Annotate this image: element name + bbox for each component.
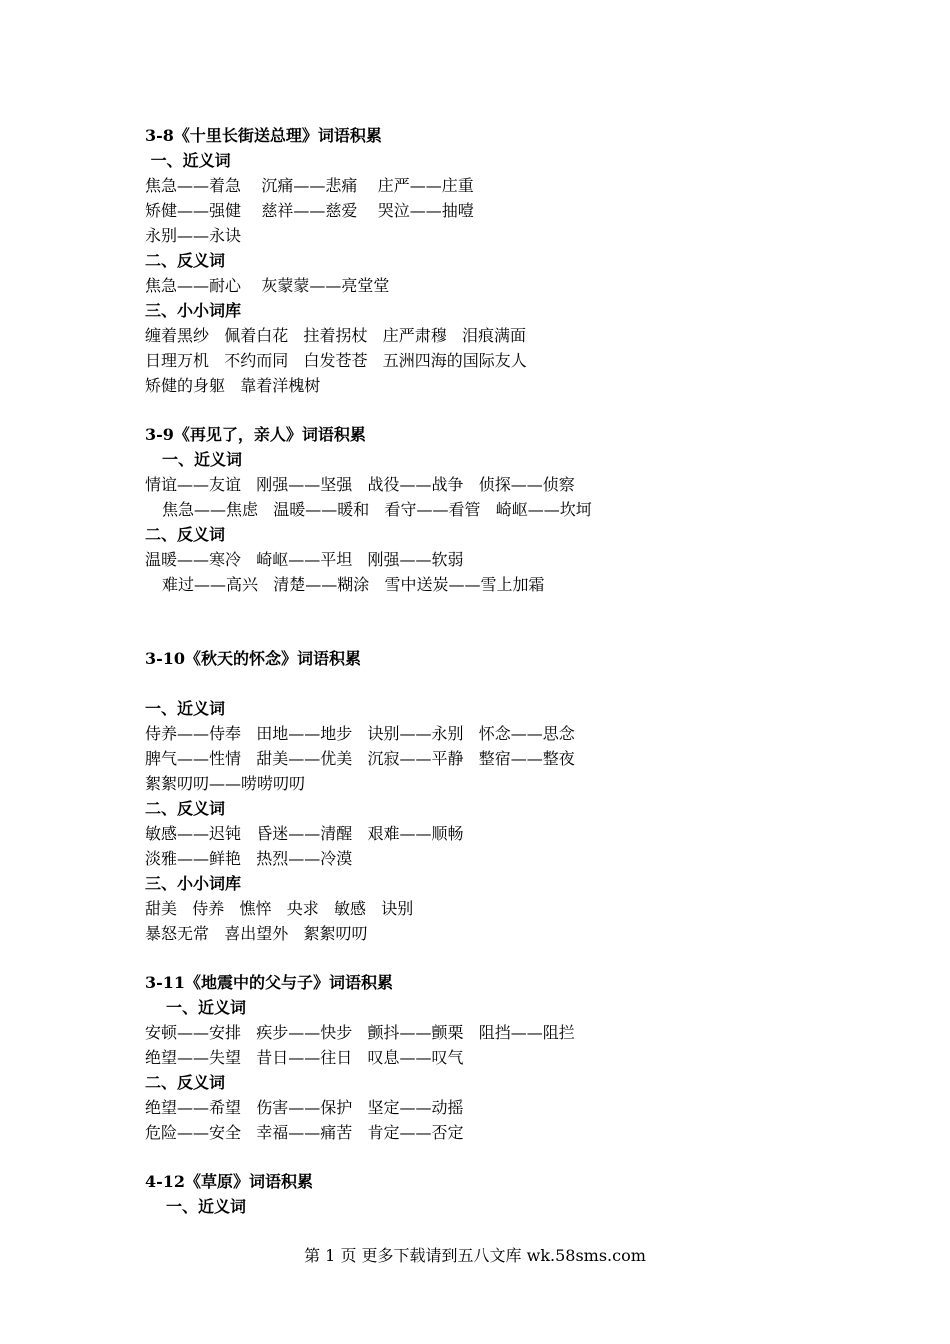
word-line: 暴怒无常 喜出望外 絮絮叨叨 bbox=[145, 924, 368, 943]
section-title: 4-12《草原》词语积累 bbox=[145, 1172, 314, 1191]
word-line: 甜美 侍养 憔悴 央求 敏感 诀别 bbox=[145, 899, 414, 918]
word-line: 淡雅——鲜艳 热烈——冷漠 bbox=[145, 849, 353, 868]
word-line: 焦急——着急 沉痛——悲痛 庄严——庄重 bbox=[145, 176, 474, 195]
word-line: 矫健的身躯 靠着洋槐树 bbox=[145, 376, 321, 395]
subsection-heading: 一、近义词 bbox=[145, 699, 226, 718]
word-line: 永别——永诀 bbox=[145, 226, 242, 245]
subsection-heading: 二、反义词 bbox=[145, 1073, 226, 1092]
subsection-heading: 一、近义词 bbox=[166, 1197, 247, 1216]
subsection-heading: 二、反义词 bbox=[145, 525, 226, 544]
section-title: 3-8《十里长街送总理》词语积累 bbox=[145, 126, 382, 145]
subsection-heading: 一、近义词 bbox=[166, 998, 247, 1017]
subsection-heading: 一、近义词 bbox=[145, 151, 231, 170]
section-title: 3-11《地震中的父与子》词语积累 bbox=[145, 973, 394, 992]
word-line: 绝望——失望 昔日——往日 叹息——叹气 bbox=[145, 1048, 464, 1067]
word-line: 脾气——性情 甜美——优美 沉寂——平静 整宿——整夜 bbox=[145, 749, 575, 768]
word-line: 危险——安全 幸福——痛苦 肯定——否定 bbox=[145, 1123, 464, 1142]
word-line: 温暖——寒冷 崎岖——平坦 刚强——软弱 bbox=[145, 550, 464, 569]
section-title: 3-9《再见了，亲人》词语积累 bbox=[145, 425, 366, 444]
subsection-heading: 二、反义词 bbox=[145, 799, 226, 818]
word-line: 安顿——安排 疾步——快步 颤抖——颤栗 阻挡——阻拦 bbox=[145, 1023, 575, 1042]
subsection-heading: 三、小小词库 bbox=[145, 301, 242, 320]
word-line: 日理万机 不约而同 白发苍苍 五洲四海的国际友人 bbox=[145, 351, 527, 370]
subsection-heading: 一、近义词 bbox=[162, 450, 243, 469]
word-line: 絮絮叨叨——唠唠叨叨 bbox=[145, 774, 306, 793]
word-line: 焦急——耐心 灰蒙蒙——亮堂堂 bbox=[145, 276, 390, 295]
word-line: 难过——高兴 清楚——糊涂 雪中送炭——雪上加霜 bbox=[162, 575, 545, 594]
page-footer: 第 1 页 更多下载请到五八文库 wk.58sms.com bbox=[304, 1246, 646, 1265]
subsection-heading: 二、反义词 bbox=[145, 251, 226, 270]
word-line: 缠着黑纱 佩着白花 拄着拐杖 庄严肃穆 泪痕满面 bbox=[145, 326, 527, 345]
word-line: 绝望——希望 伤害——保护 坚定——动摇 bbox=[145, 1098, 464, 1117]
word-line: 焦急——焦虑 温暖——暖和 看守——看管 崎岖——坎坷 bbox=[162, 500, 592, 519]
word-line: 敏感——迟钝 昏迷——清醒 艰难——顺畅 bbox=[145, 824, 464, 843]
subsection-heading: 三、小小词库 bbox=[145, 874, 242, 893]
word-line: 矫健——强健 慈祥——慈爱 哭泣——抽噎 bbox=[145, 201, 474, 220]
section-title: 3-10《秋天的怀念》词语积累 bbox=[145, 649, 362, 668]
word-line: 侍养——侍奉 田地——地步 诀别——永别 怀念——思念 bbox=[145, 724, 575, 743]
word-line: 情谊——友谊 刚强——坚强 战役——战争 侦探——侦察 bbox=[145, 475, 575, 494]
